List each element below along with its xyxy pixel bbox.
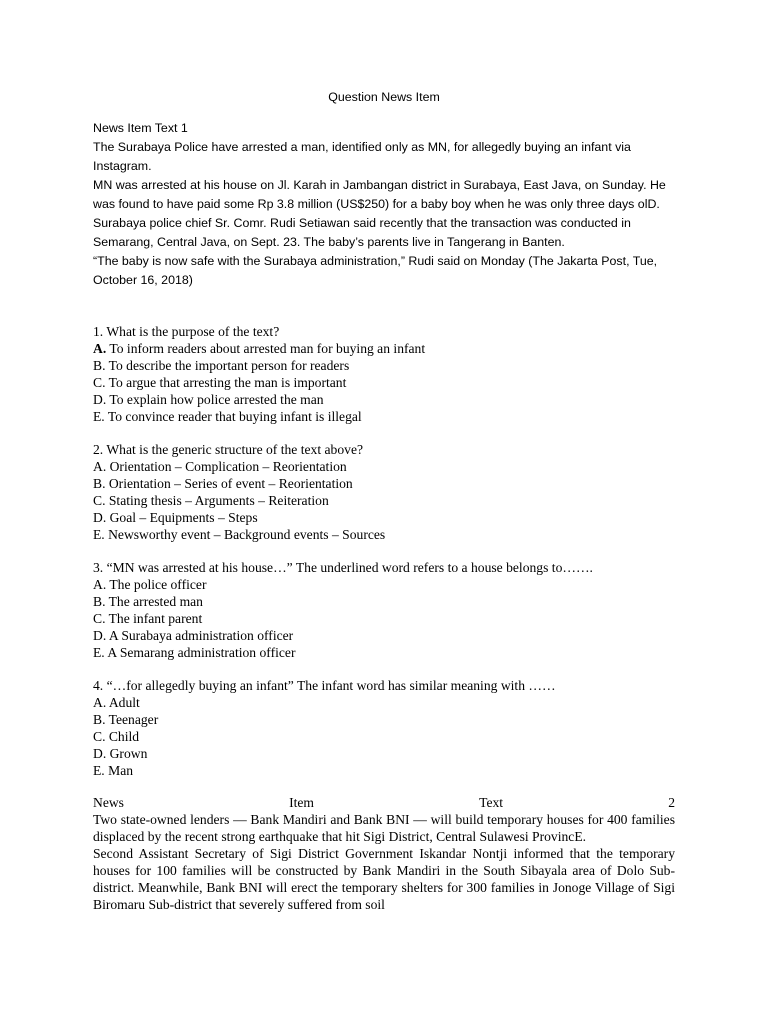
option-item: D. To explain how police arrested the man (93, 392, 324, 407)
heading-word: 2 (668, 795, 675, 810)
text2-paragraph: Second Assistant Secretary of Sigi District Government Iskandar Nontji informed that the temporary houses for 100 families will be constructed by Bank Mandiri in the South Sibayala area of Dolo Sub-district. Meanwhile, Bank BNI will erect the temporary shelters for 300 families in Jonoge Village of Sigi Biromaru Sub-district that severely suffered from soil (93, 846, 675, 912)
option-item: C. To argue that arresting the man is important (93, 375, 347, 390)
option-item: A. Orientation – Complication – Reorientation (93, 459, 347, 474)
question-3 (93, 559, 683, 661)
news-item-text-2 (93, 794, 675, 913)
question-text: 2. What is the generic structure of the text above? (93, 442, 364, 457)
text1-paragraph: Surabaya police chief Sr. Comr. Rudi Setiawan said recently that the transaction was conducted in Semarang, Central Java, on Sept. 23. The baby’s parents live in Tangerang in Banten. (93, 216, 631, 249)
option-item: C. Child (93, 729, 140, 744)
option-item: E. A Semarang administration officer (93, 645, 296, 660)
question-text: 1. What is the purpose of the text? (93, 324, 280, 339)
question-text: 3. “MN was arrested at his house…” The underlined word refers to a house belongs to……. (93, 560, 593, 575)
option-item: D. Goal – Equipments – Steps (93, 510, 258, 525)
text2-paragraph: Two state-owned lenders — Bank Mandiri and Bank BNI — will build temporary houses for 400 families displaced by the recent strong earthquake that hit Sigi District, Central Sulawesi ProvincE. (93, 812, 675, 844)
text1-paragraph: “The baby is now safe with the Surabaya administration,” Rudi said on Monday (The Jakarta Post, Tue, October 16, 2018) (93, 254, 658, 287)
option-item: D. A Surabaya administration officer (93, 628, 294, 643)
question-4 (93, 677, 683, 779)
question-2 (93, 441, 683, 543)
option-item: E. Newsworthy event – Background events – Sources (93, 527, 386, 542)
text1-paragraph: The Surabaya Police have arrested a man, identified only as MN, for allegedly buying an infant via Instagram. (93, 140, 631, 173)
text2-heading (93, 794, 675, 811)
option-item: C. The infant parent (93, 611, 203, 626)
option-item: B. To describe the important person for readers (93, 358, 350, 373)
text1-heading: News Item Text 1 (93, 121, 188, 135)
question-1 (93, 323, 683, 425)
heading-word: Item (289, 795, 314, 810)
option-item: A. The police officer (93, 577, 207, 592)
heading-word: News (93, 795, 124, 810)
option-item: C. Stating thesis – Arguments – Reiteration (93, 493, 329, 508)
document-title: Question News Item (328, 90, 440, 104)
option-item: B. Orientation – Series of event – Reorientation (93, 476, 353, 491)
option-item: E. To convince reader that buying infant is illegal (93, 409, 362, 424)
option-item: B. Teenager (93, 712, 159, 727)
heading-word: Text (479, 795, 504, 810)
option-item: D. Grown (93, 746, 148, 761)
option-item: E. Man (93, 763, 134, 778)
question-text: 4. “…for allegedly buying an infant” The infant word has similar meaning with …… (93, 678, 556, 693)
option-item: A. To inform readers about arrested man for buying an infant (93, 341, 426, 356)
option-item: B. The arrested man (93, 594, 203, 609)
option-item: A. Adult (93, 695, 140, 710)
news-item-text-1 (93, 119, 678, 290)
text1-paragraph: MN was arrested at his house on Jl. Karah in Jambangan district in Surabaya, East Java, on Sunday. He was found to have paid some Rp 3.8 million (US$250) for a baby boy when he was only three days olD. (93, 178, 666, 211)
